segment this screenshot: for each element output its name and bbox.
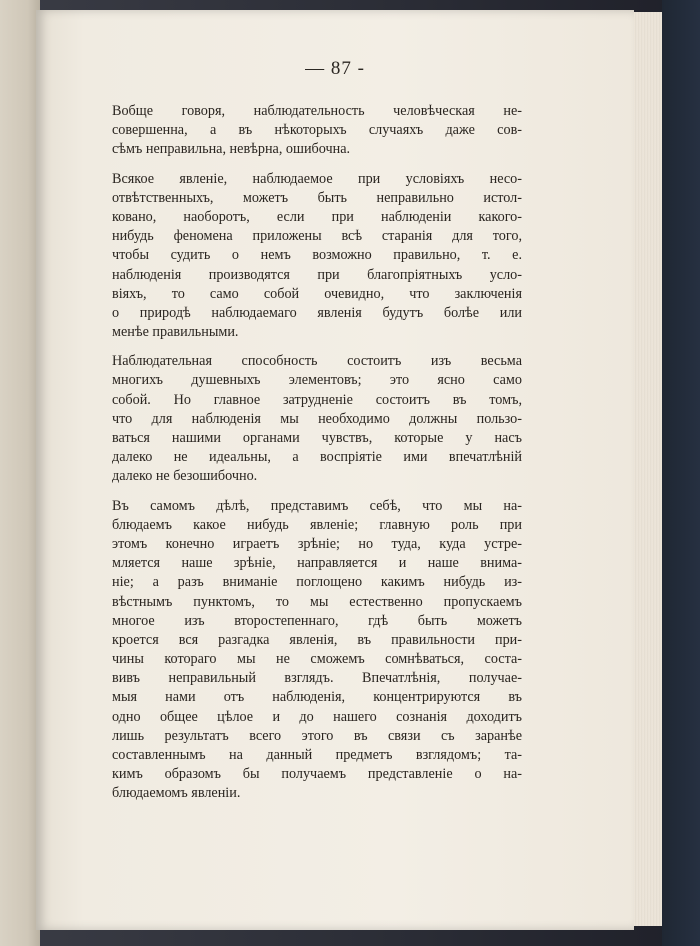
text-line: мыя нами отъ наблюденія, концентрируются въ (112, 689, 522, 706)
text-line: нибудь феномена приложены всѣ старанія для того, (112, 228, 522, 245)
paragraph-gap (112, 160, 522, 170)
text-line: Вобще говоря, наблюдательность человѣческая не- (112, 103, 522, 119)
text-line: многихъ душевныхъ элементовъ; это ясно само (112, 372, 522, 389)
text-line: вѣстнымъ пунктомъ, то мы естественно пропускаемъ (112, 593, 522, 610)
text-line: наблюденія производятся при благопріятныхъ усло- (112, 266, 522, 283)
text-line: мляется наше зрѣніе, направляется и наше внима- (112, 555, 522, 572)
text-line: ваться нашими органами чувствъ, которые у насъ (112, 430, 522, 446)
text-line: блюдаемъ какое нибудь явленіе; главную роль при (112, 516, 522, 533)
text-line: кимъ образомъ бы получаемъ представленіе о на- (112, 766, 522, 783)
text-line: сѣмъ неправильна, невѣрна, ошибочна. (112, 141, 351, 158)
text-line: составленнымъ на данный предметъ взглядомъ; та- (112, 747, 522, 763)
text-line: менѣе правильными. (112, 324, 239, 341)
text-line: далеко не идеальны, а воспріятіе ими впечатлѣній (112, 449, 522, 466)
text-line: этомъ конечно играетъ зрѣніе; но туда, куда устре- (112, 535, 522, 552)
text-line: чтобы судить о немъ возможно правильно, т. е. (112, 247, 522, 264)
paragraph-gap (112, 487, 522, 497)
text-line: вивъ неправильный взглядъ. Впечатлѣнія, получае- (112, 670, 522, 687)
paragraph (112, 497, 522, 804)
text-line: одно общее цѣлое и до нашего сознанія доходитъ (112, 708, 522, 725)
paragraph (112, 102, 522, 160)
text-line: чины котораго мы не сможемъ сомнѣваться, соста- (112, 651, 522, 668)
page-body (112, 102, 522, 804)
text-line: блюдаемомъ явленіи. (112, 785, 241, 802)
text-line: кроется вся разгадка явленія, въ правильности при- (112, 631, 522, 648)
text-line: что для наблюденія мы необходимо должны пользо- (112, 410, 522, 427)
text-line: далеко не безошибочно. (112, 468, 258, 485)
text-line: многое изъ второстепеннаго, гдѣ быть можетъ (112, 612, 522, 629)
text-line: Въ самомъ дѣлѣ, представимъ себѣ, что мы на- (112, 497, 522, 514)
paragraph (112, 170, 522, 343)
text-line: отвѣтственныхъ, можетъ быть неправильно истол- (112, 189, 522, 206)
text-line: о природѣ наблюдаемаго явленія будутъ болѣе или (112, 304, 522, 321)
paragraph-gap (112, 342, 522, 352)
text-line: Всякое явленіе, наблюдаемое при условіяхъ несо- (112, 170, 522, 187)
left-page-edge (0, 0, 40, 946)
text-line: совершенна, а въ нѣкоторыхъ случаяхъ даже сов- (112, 122, 522, 139)
book-page (36, 10, 634, 930)
text-line: ковано, наоборотъ, если при наблюденіи какого- (112, 208, 522, 225)
text-line: собой. Но главное затрудненіе состоитъ въ томъ, (112, 391, 522, 408)
text-line: лишь результатъ всего этого въ связи съ заранѣе (112, 727, 522, 744)
text-line: ніе; а разъ вниманіе поглощено какимъ нибудь из- (112, 574, 522, 591)
paragraph (112, 352, 522, 486)
book-cover-board (662, 0, 700, 946)
text-line: Наблюдательная способность состоитъ изъ весьма (112, 353, 522, 370)
page-number: — 87 - (305, 58, 365, 79)
text-line: віяхъ, то само собой очевидно, что заключенія (112, 285, 522, 302)
